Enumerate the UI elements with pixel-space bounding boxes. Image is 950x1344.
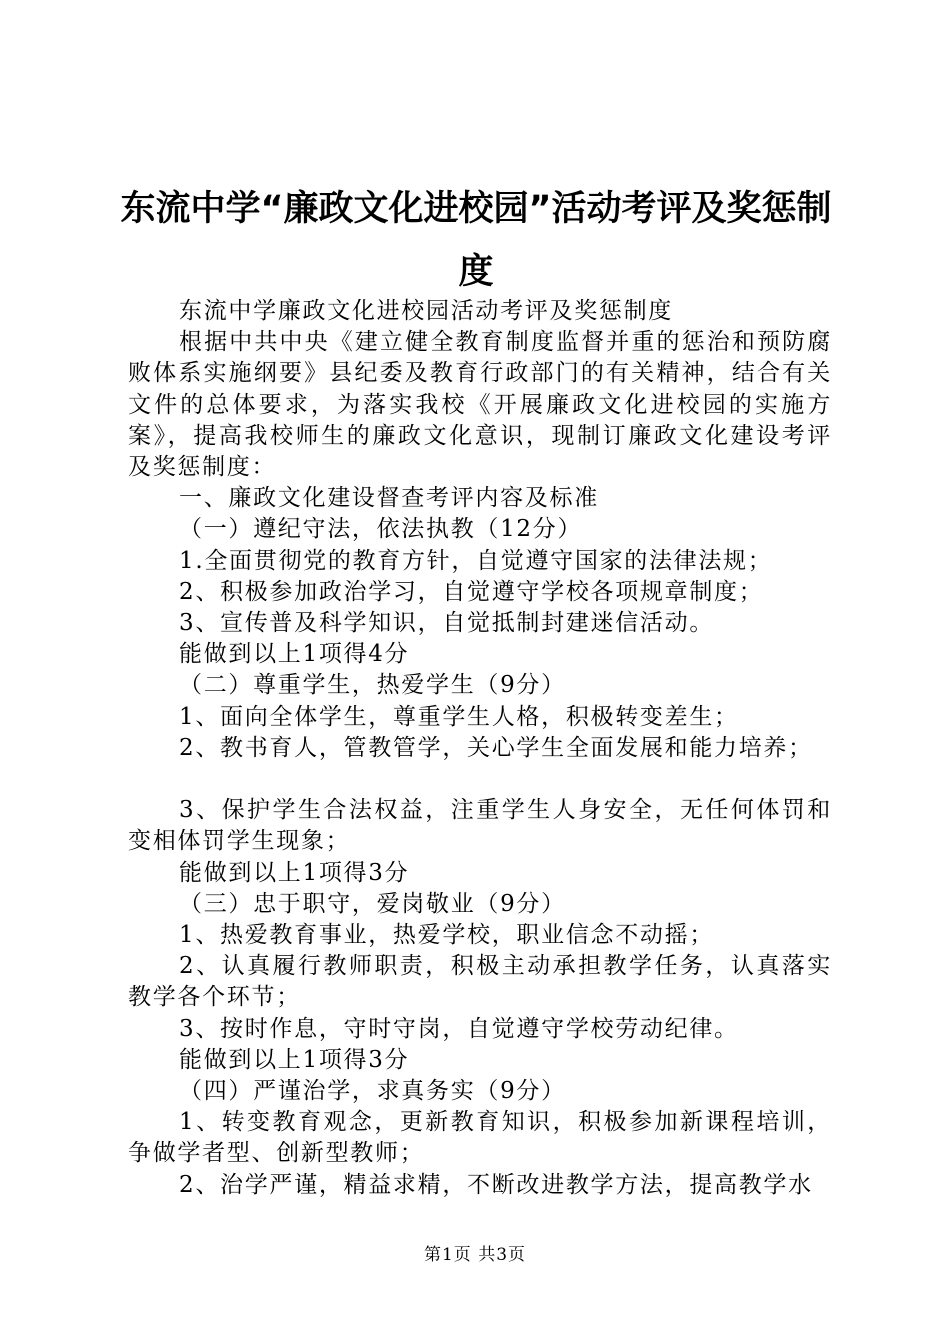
list-item: 1、转变教育观念，更新教育知识，积极参加新课程培训，争做学者型、创新型教师； xyxy=(128,1109,832,1167)
paragraph-subtitle: 东流中学廉政文化进校园活动考评及奖惩制度 xyxy=(179,298,673,324)
list-item: 2、认真履行教师职责，积极主动承担教学任务，认真落实教学各个环节； xyxy=(128,953,832,1011)
list-item: 2、教书育人，管教管学，关心学生全面发展和能力培养； xyxy=(179,734,813,761)
subsection-heading: （二）尊重学生，热爱学生（9分） xyxy=(179,672,566,699)
subsection-heading: （三）忠于职守，爱岗敬业（9分） xyxy=(179,890,566,917)
list-item: 2、积极参加政治学习，自觉遵守学校各项规章制度； xyxy=(179,578,764,605)
section-heading: 一、廉政文化建设督查考评内容及标准 xyxy=(179,485,599,512)
list-item: 3、按时作息，守时守岗，自觉遵守学校劳动纪律。 xyxy=(179,1015,739,1042)
subsection-heading: （四）严谨治学，求真务实（9分） xyxy=(179,1078,566,1105)
list-item: 1、面向全体学生，尊重学生人格，积极转变差生； xyxy=(179,703,739,730)
paragraph-intro: 根据中共中央《建立健全教育制度监督并重的惩治和预防腐败体系实施纲要》县纪委及教育行政部门的有关精神，结合有关文件的总体要求，为落实我校《开展廉政文化进校园的实施方案》，提高我校师生的廉政文化意识，现制订廉政文化建设考评及奖惩制度： xyxy=(128,329,832,481)
score-line: 能做到以上1项得3分 xyxy=(179,859,410,886)
document-title: 东流中学“廉政文化进校园”活动考评及奖惩制度 xyxy=(120,189,832,292)
blank-line xyxy=(128,764,832,795)
list-item: 3、保护学生合法权益，注重学生人身安全，无任何体罚和变相体罚学生现象； xyxy=(128,797,832,855)
score-line: 能做到以上1项得4分 xyxy=(179,641,410,668)
list-item: 1、热爱教育事业，热爱学校，职业信念不动摇； xyxy=(179,922,715,949)
document-body xyxy=(128,296,832,1201)
list-item: 1.全面贯彻党的教育方针，自觉遵守国家的法律法规； xyxy=(179,547,773,574)
subsection-heading: （一）遵纪守法，依法执教（12分） xyxy=(179,516,583,543)
score-line: 能做到以上1项得3分 xyxy=(179,1046,410,1073)
list-item: 2、治学严谨，精益求精，不断改进教学方法，提高教学水 xyxy=(179,1171,813,1198)
page-number: 第1页 共3页 xyxy=(423,1245,527,1265)
list-item: 3、宣传普及科学知识，自觉抵制封建迷信活动。 xyxy=(179,610,715,637)
